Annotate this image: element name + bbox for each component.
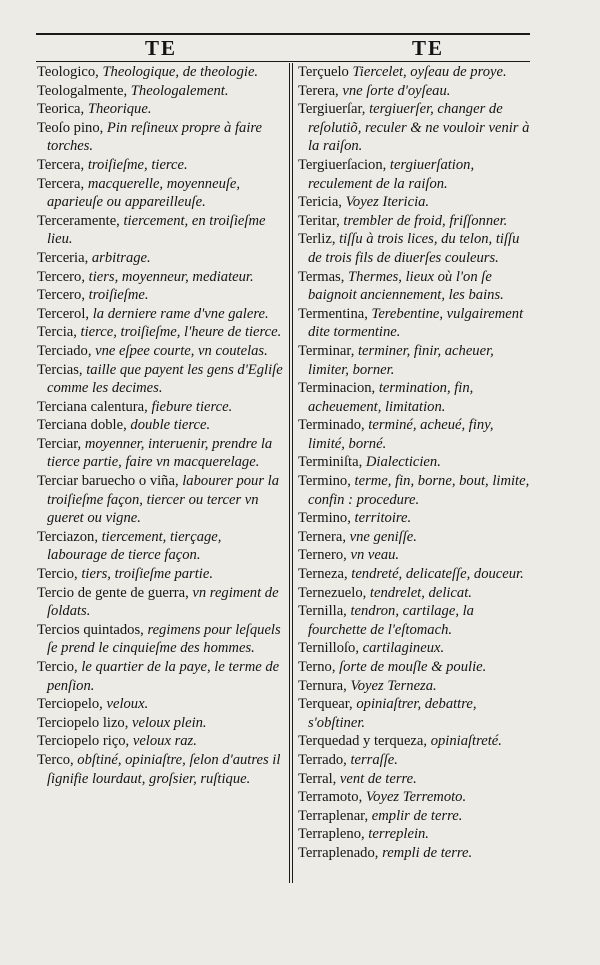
headword: Terciar, bbox=[37, 435, 82, 452]
headword: Termentina, bbox=[298, 305, 368, 322]
dictionary-entry bbox=[298, 825, 534, 844]
header-rule bbox=[36, 33, 530, 35]
headword: Terliz, bbox=[298, 231, 336, 248]
dictionary-entry bbox=[37, 732, 283, 751]
dictionary-entry bbox=[37, 342, 283, 361]
translation: emplir de terre. bbox=[368, 807, 463, 824]
headword: Tercero, bbox=[37, 287, 85, 304]
translation: ſorte de mouſle & poulie. bbox=[335, 659, 487, 675]
translation: Dialecticien. bbox=[362, 454, 441, 471]
translation: veloux. bbox=[102, 696, 149, 713]
column-divider bbox=[292, 63, 293, 883]
translation: fiebure tierce. bbox=[147, 398, 233, 415]
headword: Ternilloſo, bbox=[298, 640, 359, 657]
translation: tendron, cartilage, la fourchette de l'eſtomach. bbox=[308, 603, 474, 638]
dictionary-entry bbox=[298, 695, 534, 732]
running-head-left: TE bbox=[145, 36, 178, 60]
dictionary-entry bbox=[298, 305, 534, 342]
translation: terminé, acheué, finy, limité, borné. bbox=[308, 417, 494, 452]
translation: terminer, finir, acheuer, limiter, borner. bbox=[308, 342, 494, 378]
headword: Terquedad y terqueza, bbox=[298, 733, 428, 750]
headword: Terceria, bbox=[37, 249, 89, 266]
dictionary-entry bbox=[298, 546, 534, 565]
translation: Terebentine, vulgairement dite tormentine. bbox=[308, 305, 524, 341]
dictionary-entry bbox=[298, 788, 534, 807]
translation: tendreté, delicateſſe, douceur. bbox=[347, 566, 524, 583]
translation: tiers, moyenneur, mediateur. bbox=[85, 268, 254, 285]
headword: Terral, bbox=[298, 770, 337, 787]
translation: la derniere rame d'vne galere. bbox=[89, 305, 269, 322]
dictionary-entry bbox=[298, 342, 534, 379]
headword: Terminado, bbox=[298, 417, 365, 434]
headword: Terrado, bbox=[298, 751, 347, 768]
translation: tergiuerſer, changer de reſolutiõ, reculer & ne vouloir venir à la raiſon. bbox=[308, 101, 530, 155]
headword: Ternilla, bbox=[298, 603, 347, 620]
left-column bbox=[37, 63, 283, 788]
translation: veloux raz. bbox=[129, 733, 197, 750]
translation: troiſieſme, tierce. bbox=[84, 156, 188, 173]
translation: macquerelle, moyenneuſe, aparieuſe ou appareilleuſe. bbox=[47, 175, 241, 211]
dictionary-entry bbox=[37, 100, 283, 119]
dictionary-entry bbox=[37, 435, 283, 472]
dictionary-entry bbox=[298, 100, 534, 156]
dictionary-entry bbox=[298, 677, 534, 696]
dictionary-entry bbox=[298, 732, 534, 751]
translation: veloux plein. bbox=[128, 714, 207, 731]
dictionary-entry bbox=[298, 658, 534, 677]
headword: Terminiſta, bbox=[298, 454, 363, 471]
dictionary-entry bbox=[37, 584, 283, 621]
headword: Termino, bbox=[298, 473, 351, 490]
translation: rempli de terre. bbox=[378, 844, 473, 861]
headword: Tercerol, bbox=[37, 305, 90, 322]
headword: Terraplenar, bbox=[298, 807, 369, 824]
translation: Pin reſineux propre à faire torches. bbox=[47, 119, 263, 155]
headword: Terrapleno, bbox=[298, 826, 365, 843]
dictionary-entry bbox=[37, 175, 283, 212]
headword: Terco, bbox=[37, 751, 74, 768]
headword: Ternera, bbox=[298, 528, 346, 545]
dictionary-entry bbox=[298, 807, 534, 826]
translation: tiſſu à trois lices, du telon, tiſſu de trois fils de diuerſes couleurs. bbox=[308, 231, 520, 266]
translation: tiers, troiſieſme partie. bbox=[77, 566, 213, 583]
headword: Terminacion, bbox=[298, 380, 376, 397]
dictionary-entry bbox=[37, 286, 283, 305]
translation: Voyez Terneza. bbox=[346, 677, 437, 694]
headword: Terciana calentura, bbox=[37, 398, 148, 415]
dictionary-entry bbox=[298, 602, 534, 639]
headword: Tericia, bbox=[298, 194, 342, 211]
dictionary-entry bbox=[37, 714, 283, 733]
translation: double tierce. bbox=[126, 417, 211, 434]
headword: Termas, bbox=[298, 268, 345, 285]
dictionary-entry bbox=[298, 770, 534, 789]
headword: Tercio, bbox=[37, 659, 78, 675]
dictionary-entry bbox=[37, 751, 283, 788]
dictionary-entry bbox=[37, 305, 283, 324]
headword: Tercera, bbox=[37, 175, 85, 192]
translation: arbitrage. bbox=[88, 249, 151, 266]
dictionary-entry bbox=[298, 82, 534, 101]
dictionary-entry bbox=[298, 379, 534, 416]
translation: vne eſpee courte, vn coutelas. bbox=[91, 342, 268, 359]
dictionary-entry bbox=[298, 416, 534, 453]
dictionary-entry bbox=[37, 249, 283, 268]
translation: termination, fin, acheuement, limitation. bbox=[308, 380, 474, 415]
running-head-right: TE bbox=[412, 36, 445, 60]
headword: Tercias, bbox=[37, 361, 83, 378]
dictionary-entry bbox=[37, 472, 283, 528]
dictionary-entry bbox=[298, 565, 534, 584]
dictionary-entry bbox=[298, 156, 534, 193]
dictionary-entry bbox=[37, 63, 283, 82]
headword: Teritar, bbox=[298, 212, 340, 229]
headword: Teorica, bbox=[37, 101, 85, 118]
dictionary-entry bbox=[298, 268, 534, 305]
dictionary-entry bbox=[298, 472, 534, 509]
translation: opiniaſtreté. bbox=[427, 733, 502, 750]
translation: cartilagineux. bbox=[359, 640, 445, 657]
dictionary-entry bbox=[37, 323, 283, 342]
headword: Tercia, bbox=[37, 324, 77, 341]
headword: Terciopelo lizo, bbox=[37, 714, 129, 731]
translation: vne geniſſe. bbox=[346, 528, 417, 545]
headword: Terneza, bbox=[298, 566, 348, 583]
dictionary-entry bbox=[298, 639, 534, 658]
headword: Tercero, bbox=[37, 268, 85, 285]
headword: Tergiuerſacion, bbox=[298, 156, 387, 173]
headword: Tergiuerſar, bbox=[298, 101, 366, 118]
dictionary-entry bbox=[298, 509, 534, 528]
translation: tendrelet, delicat. bbox=[366, 584, 472, 601]
headword: Tercio de gente de guerra, bbox=[37, 584, 189, 601]
translation: Theorique. bbox=[84, 101, 152, 118]
header-underline bbox=[36, 61, 530, 62]
headword: Tercera, bbox=[37, 156, 85, 173]
translation: tiercement, en troiſieſme lieu. bbox=[47, 212, 266, 248]
translation: regimens pour leſquels ſe prend le cinquieſme des hommes. bbox=[47, 621, 281, 657]
dictionary-entry bbox=[298, 453, 534, 472]
translation: tiercement, tierçage, labourage de tierce façon. bbox=[47, 528, 222, 564]
translation: Theologique, de theologie. bbox=[98, 64, 259, 80]
translation: territoire. bbox=[350, 510, 412, 527]
dictionary-entry bbox=[298, 751, 534, 770]
column-divider bbox=[289, 63, 290, 883]
headword: Teoſo pino, bbox=[37, 119, 104, 136]
headword: Terçuelo bbox=[298, 64, 349, 80]
dictionary-entry bbox=[37, 361, 283, 398]
translation: Tiercelet, oyſeau de proye. bbox=[348, 64, 507, 80]
headword: Ternero, bbox=[298, 547, 347, 564]
dictionary-entry bbox=[37, 565, 283, 584]
headword: Ternura, bbox=[298, 677, 347, 694]
dictionary-entry bbox=[37, 695, 283, 714]
dictionary-entry bbox=[298, 844, 534, 863]
dictionary-entry bbox=[37, 82, 283, 101]
headword: Ternezuelo, bbox=[298, 584, 367, 601]
headword: Tercios quintados, bbox=[37, 621, 144, 638]
dictionary-entry bbox=[298, 63, 534, 82]
headword: Terno, bbox=[298, 659, 336, 675]
headword: Teologalmente, bbox=[37, 82, 128, 99]
translation: terme, fin, borne, bout, limite, confin : procedure. bbox=[308, 473, 530, 508]
headword: Terciar baruecho o viña, bbox=[37, 473, 179, 490]
headword: Terramoto, bbox=[298, 789, 363, 806]
headword: Terraplenado, bbox=[298, 844, 379, 861]
translation: vent de terre. bbox=[336, 770, 417, 787]
headword: Terminar, bbox=[298, 342, 355, 359]
dictionary-entry bbox=[37, 212, 283, 249]
translation: terraſſe. bbox=[346, 751, 398, 768]
translation: vn regiment de ſoldats. bbox=[47, 584, 279, 620]
dictionary-entry bbox=[298, 230, 534, 267]
dictionary-entry bbox=[37, 528, 283, 565]
dictionary-entry bbox=[298, 528, 534, 547]
dictionary-entry bbox=[37, 416, 283, 435]
headword: Tercio, bbox=[37, 566, 78, 583]
headword: Terciazon, bbox=[37, 528, 98, 545]
headword: Teologico, bbox=[37, 64, 99, 80]
translation: opiniaſtrer, debattre, s'obſtiner. bbox=[308, 696, 477, 731]
dictionary-entry bbox=[37, 268, 283, 287]
translation: Voyez Terremoto. bbox=[362, 789, 467, 806]
translation: Theologalement. bbox=[127, 82, 229, 99]
headword: Terciopelo riço, bbox=[37, 733, 130, 750]
headword: Terciado, bbox=[37, 342, 92, 359]
dictionary-entry bbox=[37, 398, 283, 417]
dictionary-entry bbox=[37, 119, 283, 156]
translation: vn veau. bbox=[346, 547, 400, 564]
translation: moyenner, interuenir, prendre la tierce partie, faire vn macquerelage. bbox=[47, 435, 273, 471]
dictionary-entry bbox=[37, 621, 283, 658]
dictionary-entry bbox=[298, 212, 534, 231]
dictionary-entry bbox=[298, 193, 534, 212]
translation: trembler de froid, friſſonner. bbox=[339, 212, 508, 229]
translation: tierce, troiſieſme, l'heure de tierce. bbox=[76, 324, 282, 341]
headword: Terciana doble, bbox=[37, 417, 127, 434]
translation: tergiuerſation, reculement de la raiſon. bbox=[308, 156, 475, 192]
headword: Terceramente, bbox=[37, 212, 120, 229]
translation: Thermes, lieux où l'on ſe baignoit anciennement, les bains. bbox=[308, 268, 504, 304]
translation: taille que payent les gens d'Egliſe comme les decimes. bbox=[47, 361, 283, 397]
dictionary-entry bbox=[37, 156, 283, 175]
headword: Termino, bbox=[298, 510, 351, 527]
headword: Terera, bbox=[298, 82, 339, 99]
right-column bbox=[298, 63, 534, 863]
headword: Terquear, bbox=[298, 696, 353, 713]
translation: labourer pour la troiſieſme façon, tiercer ou tercer vn gueret ou vigne. bbox=[47, 473, 280, 527]
translation: troiſieſme. bbox=[85, 287, 149, 304]
headword: Terciopelo, bbox=[37, 696, 103, 713]
dictionary-entry bbox=[37, 658, 283, 695]
translation: terreplein. bbox=[364, 826, 429, 843]
translation: obſtiné, opiniaſtre, ſelon d'autres il ſignifie lourdaut, groſsier, ruſtique. bbox=[47, 751, 281, 787]
translation: Voyez Itericia. bbox=[341, 194, 430, 211]
translation: vne ſorte d'oyſeau. bbox=[338, 82, 451, 99]
dictionary-entry bbox=[298, 584, 534, 603]
translation: le quartier de la paye, le terme de penſion. bbox=[47, 659, 280, 694]
